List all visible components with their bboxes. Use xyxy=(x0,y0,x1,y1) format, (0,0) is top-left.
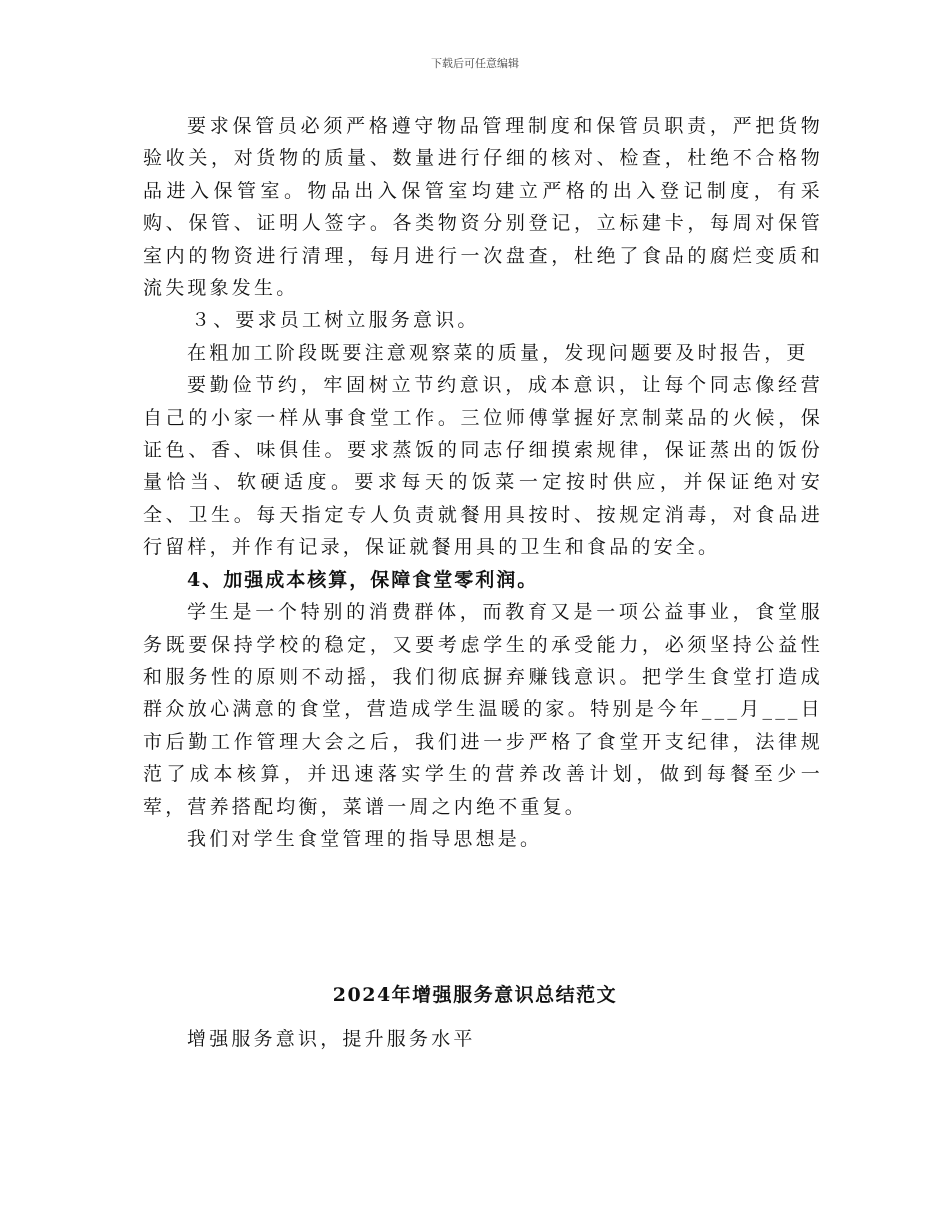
document-subline: 增强服务意识，提升服务水平 xyxy=(187,1028,476,1050)
paragraph-processing-first-line: 在粗加工阶段既要注意观察菜的质量，发现问题要及时报告，更 xyxy=(187,341,809,364)
body-text xyxy=(143,110,823,855)
paragraph-cost-accounting: 学生是一个特别的消费群体，而教育又是一项公益事业，食堂服务既要保持学校的稳定，又要考虑学生的承受能力，必须坚持公益性和服务性的原则不动摇，我们彻底摒弃赚钱意识。把学生食堂打造成群众放心满意的食堂，营造成学生温暖的家。特别是今年___月___日市后勤工作管理大会之后，我们进一步严格了食堂开支纪律，法律规范了成本核算，并迅速落实学生的营养改善计划，做到每餐至少一荤，营养搭配均衡，菜谱一周之内绝不重复。 xyxy=(143,601,823,818)
paragraph-storage-management: 要求保管员必须严格遵守物品管理制度和保管员职责，严把货物验收关，对货物的质量、数量进行仔细的核对、检查，杜绝不合格物品进入保管室。物品出入保管室均建立严格的出入登记制度，有采购、保管、证明人签字。各类物资分别登记，立标建卡，每周对保管室内的物资进行清理，每月进行一次盘查，杜绝了食品的腐烂变质和流失现象发生。 xyxy=(143,115,823,300)
paragraph-processing-rest: 要勤俭节约，牢固树立节约意识，成本意识，让每个同志像经营自己的小家一样从事食堂工作。三位师傅掌握好烹制菜品的火候，保证色、香、味俱佳。要求蒸饭的同志仔细摸索规律，保证蒸出的饭份量恰当、软硬适度。要求每天的饭菜一定按时供应，并保证绝对安全、卫生。每天指定专人负责就餐用具按时、按规定消毒，对食品进行留样，并作有记录，保证就餐用具的卫生和食品的安全。 xyxy=(143,374,823,559)
paragraph-guiding-idea: 我们对学生食堂管理的指导思想是。 xyxy=(187,827,543,850)
item-3-heading: ３、要求员工树立服务意识。 xyxy=(191,309,480,332)
item-4-heading: 4、加强成本核算，保障食堂零利润。 xyxy=(187,568,539,591)
header-note: 下载后可任意编辑 xyxy=(431,57,519,70)
document-title: 2024年增强服务意识总结范文 xyxy=(332,984,618,1006)
